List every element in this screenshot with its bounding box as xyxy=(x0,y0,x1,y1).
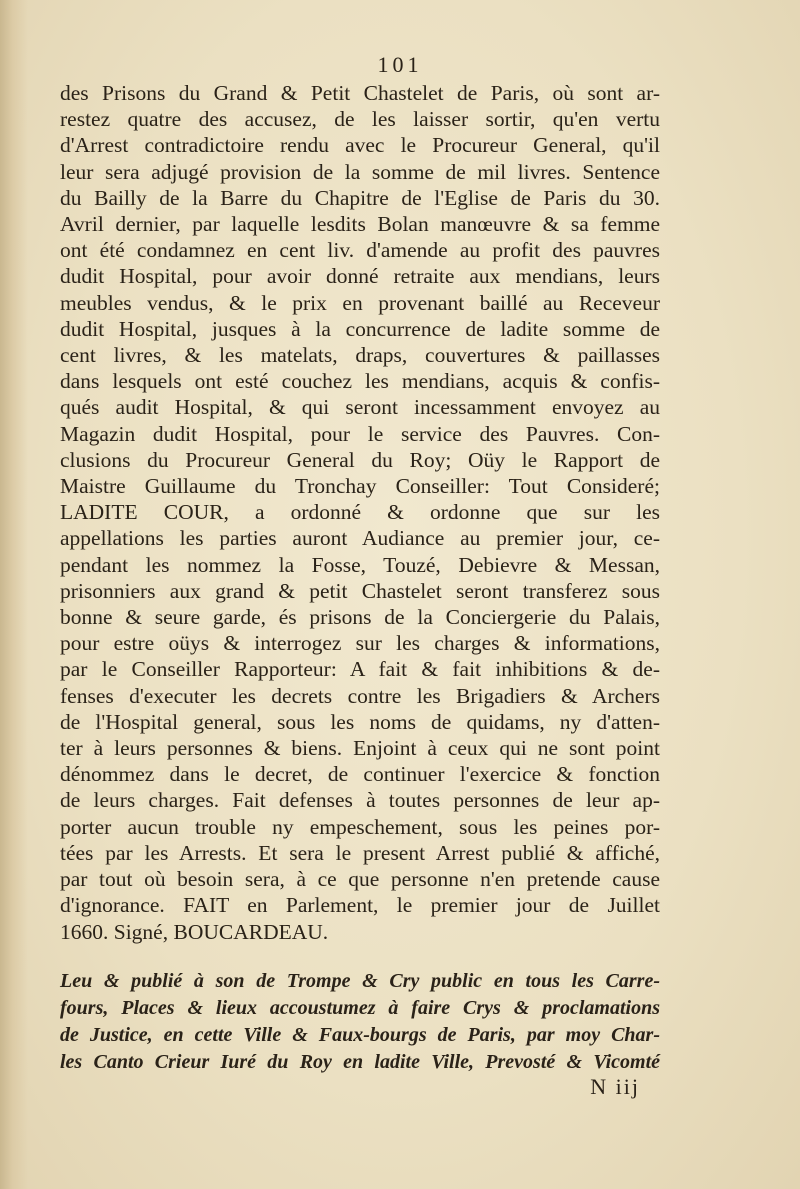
text-line: tées par les Arrests. Et sera le present Arrest publié & affiché, xyxy=(60,840,660,865)
text-line: LADITE COUR, a ordonné & ordonne que sur les xyxy=(60,500,660,525)
text-line: meubles vendus, & le prix en provenant baillé au Receveur xyxy=(60,290,660,315)
text-line: par tout où besoin sera, à ce que personne n'en pretende cause xyxy=(60,867,660,892)
page-number: 101 xyxy=(377,52,423,77)
text-line: dudit Hospital, jusques à la concurrence de ladite somme de xyxy=(60,316,660,341)
text-line: d'Arrest contradictoire rendu avec le Procureur General, qu'il xyxy=(60,133,660,158)
text-line: des Prisons du Grand & Petit Chastelet de Paris, où sont ar- xyxy=(60,81,660,105)
text-line: du Bailly de la Barre du Chapitre de l'Eglise de Paris du 30. xyxy=(60,185,660,210)
text-line: de l'Hospital general, sous les noms de quidams, ny d'atten- xyxy=(60,709,660,734)
text-line: ter à leurs personnes & biens. Enjoint à ceux qui ne sont point xyxy=(60,736,660,761)
text-line: dans lesquels ont esté couchez les mendians, acquis & confis- xyxy=(60,369,660,394)
text-line: dudit Hospital, pour avoir donné retraite aux mendians, leurs xyxy=(60,264,660,289)
text-line: leur sera adjugé provision de la somme de mil livres. Sentence xyxy=(60,159,660,184)
text-line: pour estre oüys & interrogez sur les charges & informations, xyxy=(60,631,660,656)
text-line: cent livres, & les matelats, draps, couvertures & paillasses xyxy=(60,343,660,368)
note-line: Leu & publié à son de Trompe & Cry public en tous les Carre- xyxy=(60,970,660,992)
text-line: Maistre Guillaume du Tronchay Conseiller: Tout Consideré; xyxy=(60,474,660,499)
text-line: restez quatre des accusez, de les laisser sortir, qu'en vertu xyxy=(60,107,660,132)
text-line: Magazin dudit Hospital, pour le service des Pauvres. Con- xyxy=(60,421,660,446)
text-line: par le Conseiller Rapporteur: A fait & fait inhibitions & de- xyxy=(60,657,660,682)
text-line: qués audit Hospital, & qui seront incessamment envoyez au xyxy=(60,395,660,420)
main-text xyxy=(60,80,660,945)
proclamation-note xyxy=(60,968,660,1076)
signature-mark: N iij xyxy=(590,1074,640,1099)
text-line: appellations les parties auront Audiance au premier jour, ce- xyxy=(60,526,660,551)
text-line: ont été condamnez en cent liv. d'amende au profit des pauvres xyxy=(60,238,660,263)
note-line: de Justice, en cette Ville & Faux-bourgs de Paris, par moy Char- xyxy=(60,1024,660,1046)
text-line: Avril dernier, par laquelle lesdits Bolan manœuvre & sa femme xyxy=(60,212,660,237)
text-line: fenses d'executer les decrets contre les Brigadiers & Archers xyxy=(60,683,660,708)
text-line: d'ignorance. FAIT en Parlement, le premier jour de Juillet xyxy=(60,893,660,918)
text-line: dénommez dans le decret, de continuer l'exercice & fonction xyxy=(60,762,660,787)
text-line: pendant les nommez la Fosse, Touzé, Debievre & Messan, xyxy=(60,552,660,577)
note-line: fours, Places & lieux accoustumez à faire Crys & proclamations xyxy=(60,997,660,1019)
text-line: clusions du Procureur General du Roy; Oüy le Rapport de xyxy=(60,447,660,472)
text-line: prisonniers aux grand & petit Chastelet seront transferez sous xyxy=(60,578,660,603)
note-line: les Canto Crieur Iuré du Roy en ladite Ville, Prevosté & Vicomté xyxy=(60,1051,660,1073)
text-line: 1660. Signé, BOUCARDEAU. xyxy=(60,919,329,944)
text-line: de leurs charges. Fait defenses à toutes personnes de leur ap- xyxy=(60,788,660,813)
text-line: bonne & seure garde, és prisons de la Conciergerie du Palais, xyxy=(60,605,660,630)
text-line: porter aucun trouble ny empeschement, sous les peines por- xyxy=(60,814,660,839)
book-gutter xyxy=(0,0,28,1189)
